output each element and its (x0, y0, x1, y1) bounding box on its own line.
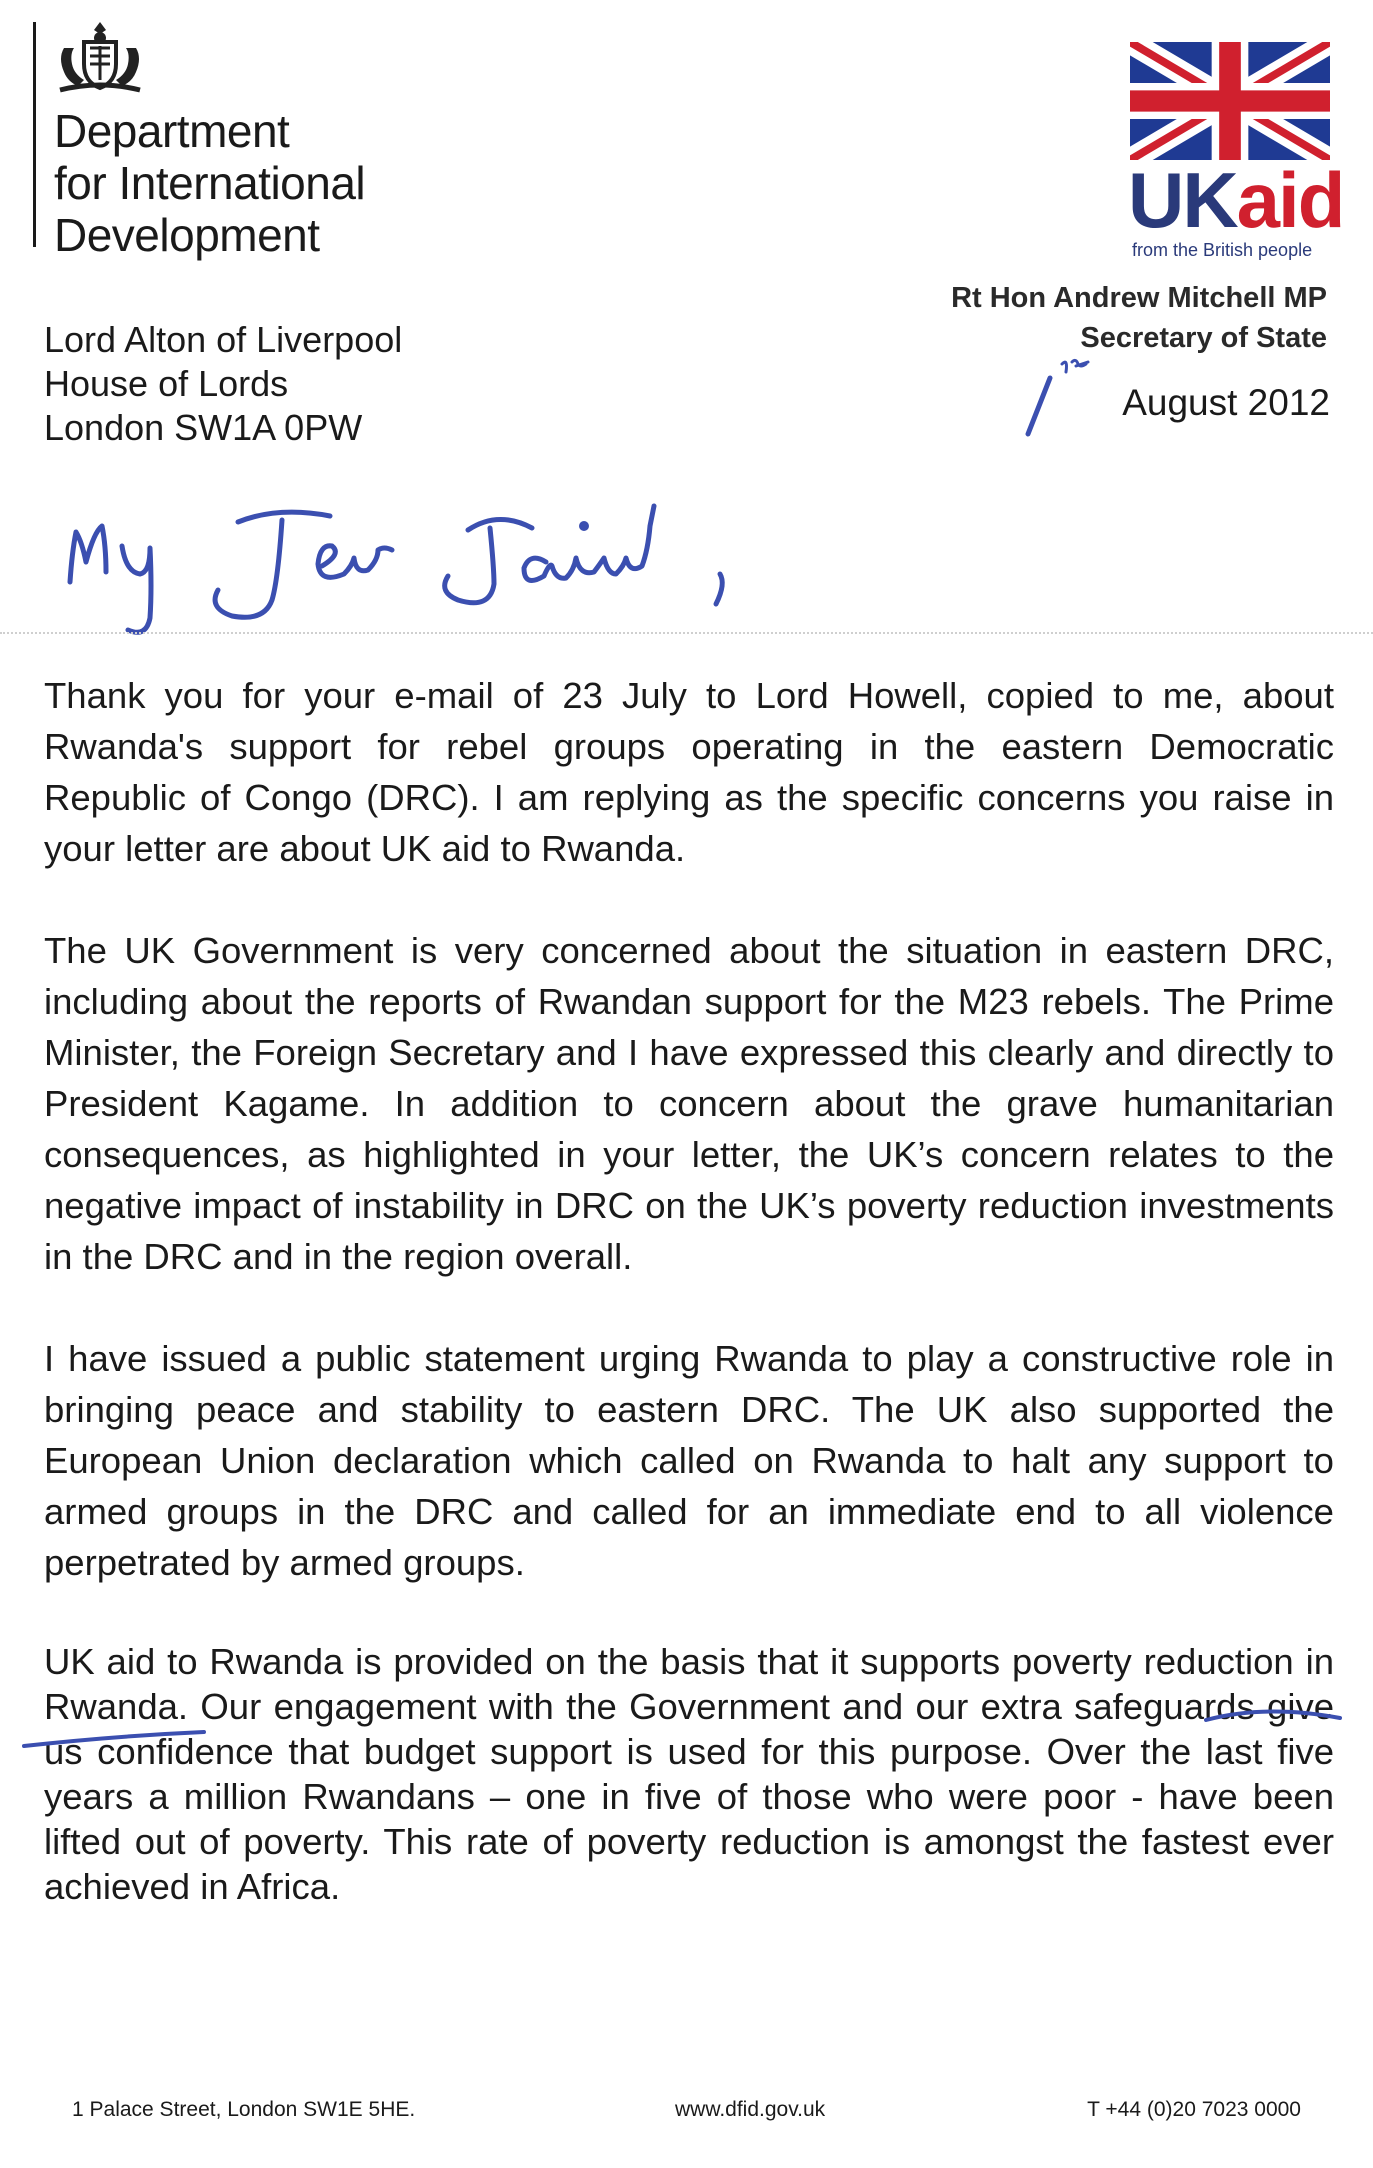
handwritten-salutation (60, 470, 920, 650)
paper-fold-line (0, 632, 1373, 634)
letter-date (1010, 350, 1330, 440)
footer-phone: T +44 (0)20 7023 0000 (1087, 2098, 1301, 2121)
letter-paragraph: Thank you for your e-mail of 23 July to Lord Howell, copied to me, about Rwanda's support for rebel groups operating in the eastern Democratic Republic of Congo (DRC). I am replying as the specific concerns you raise in your letter are about UK aid to Rwanda. (44, 675, 1334, 869)
address-line: House of Lords (44, 363, 289, 404)
recipient-address (44, 318, 402, 450)
handwritten-underline (20, 1718, 220, 1758)
letter-paragraph: UK aid to Rwanda is provided on the basis that it supports poverty reduction in Rwanda. Our engagement with the Government and our extra safeguards give us confidence that budget support is used for this purpose. Over the last five years a million Rwandans – one in five of those who were poor - have been lifted out of poverty. This rate of poverty reduction is amongst the fastest ever achieved in Africa. (44, 1641, 1334, 1907)
footer-website[interactable]: www.dfid.gov.uk (675, 2098, 826, 2121)
letter-paragraph: I have issued a public statement urging Rwanda to play a constructive role in bringing peace and stability to eastern DRC. The UK also supported the European Union declaration which called on Rwanda to halt any support to armed groups in the DRC and called for an immediate end to all violence perpetrated by armed groups. (44, 1338, 1334, 1583)
ukaid-tagline: from the British people (1132, 240, 1313, 260)
department-name (54, 105, 365, 261)
ukaid-logo-aid: aid (1236, 156, 1344, 244)
sender-block (951, 278, 1327, 358)
sender-title: Secretary of State (1080, 322, 1327, 354)
address-line: Lord Alton of Liverpool (44, 319, 403, 360)
letter-body (44, 670, 1334, 1960)
ukaid-logo (1128, 156, 1344, 244)
handwritten-underline (1200, 1702, 1350, 1732)
ukaid-logo-uk: UK (1128, 156, 1237, 244)
letter-paragraph: The UK Government is very concerned about the situation in eastern DRC, including about the reports of Rwandan support for the M23 rebels. The Prime Minister, the Foreign Secretary and I have expressed this clearly and directly to President Kagame. In addition to concern about the grave humanitarian consequences, as highlighted in your letter, the UK’s concern relates to the negative impact of instability in DRC on the UK’s poverty reduction investments in the DRC and in the region overall. (44, 930, 1334, 1277)
department-line: for International (54, 157, 366, 209)
union-flag-icon (1130, 42, 1330, 160)
department-line: Department (54, 105, 290, 157)
sender-name: Rt Hon Andrew Mitchell MP (951, 282, 1327, 314)
handwritten-day (1010, 350, 1120, 440)
address-line: London SW1A 0PW (44, 407, 363, 448)
footer-address: 1 Palace Street, London SW1E 5HE. (72, 2098, 416, 2121)
department-line: Development (54, 209, 320, 261)
header-divider (33, 22, 36, 247)
royal-coat-of-arms-icon (50, 18, 150, 98)
printed-date: August 2012 (1122, 382, 1330, 423)
